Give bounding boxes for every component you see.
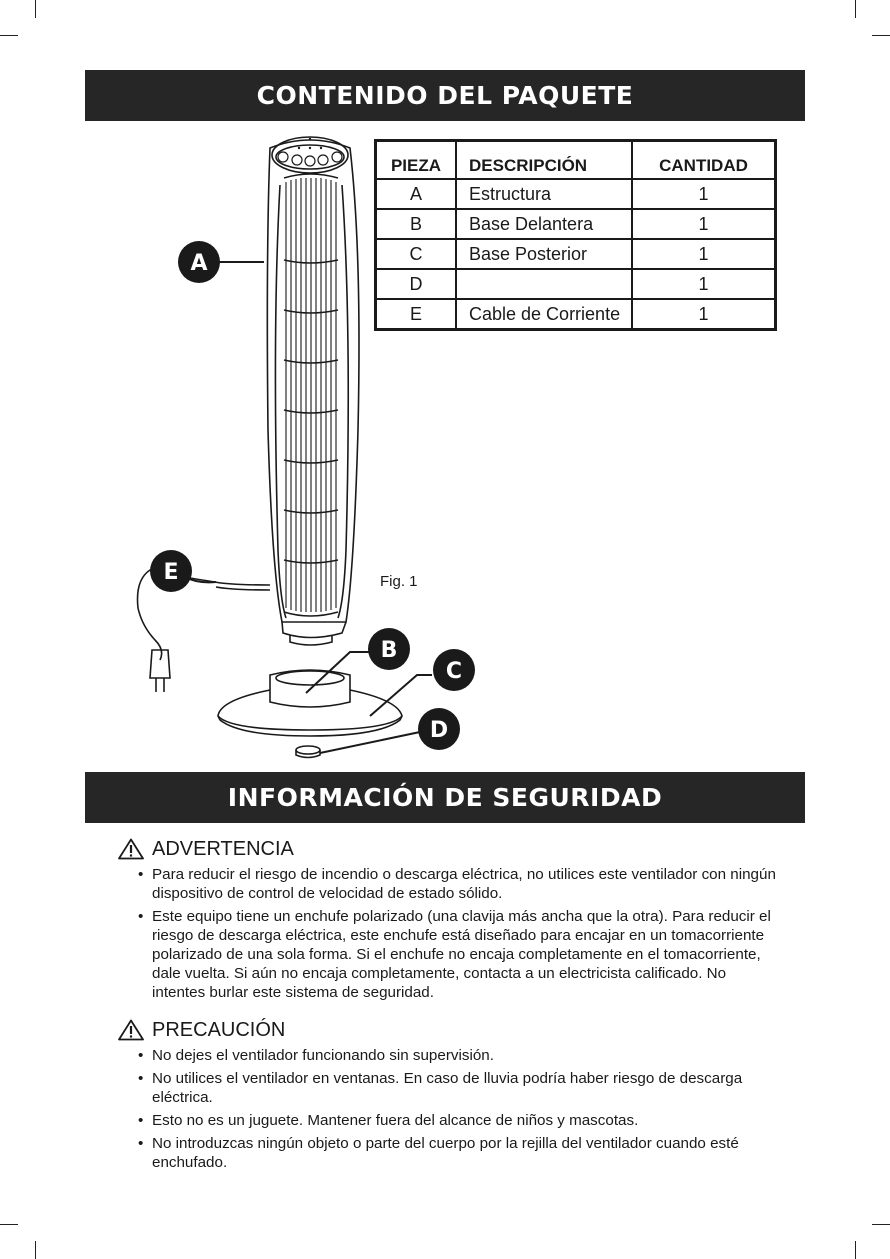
parts-table [374,139,777,331]
table-row [376,269,776,299]
crop-mark [0,35,18,36]
warning-triangle-icon [118,1019,144,1041]
callout-d: D [429,718,449,743]
warning-heading [118,836,778,862]
table-cell: A [376,179,457,209]
table-cell: Base Posterior [456,239,632,269]
caution-title: PRECAUCIÓN [152,1018,286,1041]
caution-section [118,1017,778,1176]
callout-a: A [190,251,208,276]
list-item: • Para reducir el riesgo de incendio o descarga eléctrica, no utilices este ventilador con ningún dispositivo de control de velocidad de estado sólido. [138,865,778,903]
warning-section [118,836,778,1006]
table-cell: 1 [632,299,776,330]
table-header-row [376,141,776,180]
contents-section-title: CONTENIDO DEL PAQUETE [85,70,805,121]
table-cell: 1 [632,179,776,209]
crop-mark [872,1224,890,1225]
crop-mark [855,0,856,18]
list-item: • No introduzcas ningún objeto o parte del cuerpo por la rejilla del ventilador cuando esté enchufado. [138,1134,778,1172]
warning-title: ADVERTENCIA [152,837,294,860]
safety-section-title: INFORMACIÓN DE SEGURIDAD [85,772,805,823]
table-row [376,179,776,209]
table-cell: D [376,269,457,299]
figure-caption: Fig. 1 [380,573,418,590]
crop-mark [35,1241,36,1259]
table-cell [456,269,632,299]
column-header-piece: PIEZA [376,141,457,180]
table-cell: B [376,209,457,239]
warning-triangle-icon [118,838,144,860]
table-cell: Estructura [456,179,632,209]
callout-b: B [380,638,398,663]
warning-list [118,865,778,1002]
table-cell: 1 [632,269,776,299]
crop-mark [35,0,36,18]
list-item: • No utilices el ventilador en ventanas. En caso de lluvia podría haber riesgo de descarga eléctrica. [138,1069,778,1107]
table-cell: E [376,299,457,330]
table-cell: 1 [632,239,776,269]
list-item: • Esto no es un juguete. Mantener fuera del alcance de niños y mascotas. [138,1111,778,1130]
caution-list [118,1046,778,1172]
caution-heading [118,1017,778,1043]
crop-mark [872,35,890,36]
table-cell: Base Delantera [456,209,632,239]
callout-c: C [445,659,463,684]
list-item: • Este equipo tiene un enchufe polarizado (una clavija más ancha que la otra). Para reducir el riesgo de descarga eléctrica, este enchufe está diseñado para encajar en un tomacorriente polarizado de una sola forma. Si el enchufe no encaja completamente en el tomacorriente, dale vuelta. Si aún no encaja completamente, contacta a un electricista calificado. No intentes burlar este sistema de seguridad. [138,907,778,1002]
table-row [376,239,776,269]
table-cell: 1 [632,209,776,239]
column-header-quantity: CANTIDAD [632,141,776,180]
table-cell: C [376,239,457,269]
table-row [376,209,776,239]
crop-mark [0,1224,18,1225]
table-row [376,299,776,330]
crop-mark [855,1241,856,1259]
list-item: • No dejes el ventilador funcionando sin supervisión. [138,1046,778,1065]
table-cell: Cable de Corriente [456,299,632,330]
column-header-description: DESCRIPCIÓN [456,141,632,180]
callout-e: E [163,560,179,585]
